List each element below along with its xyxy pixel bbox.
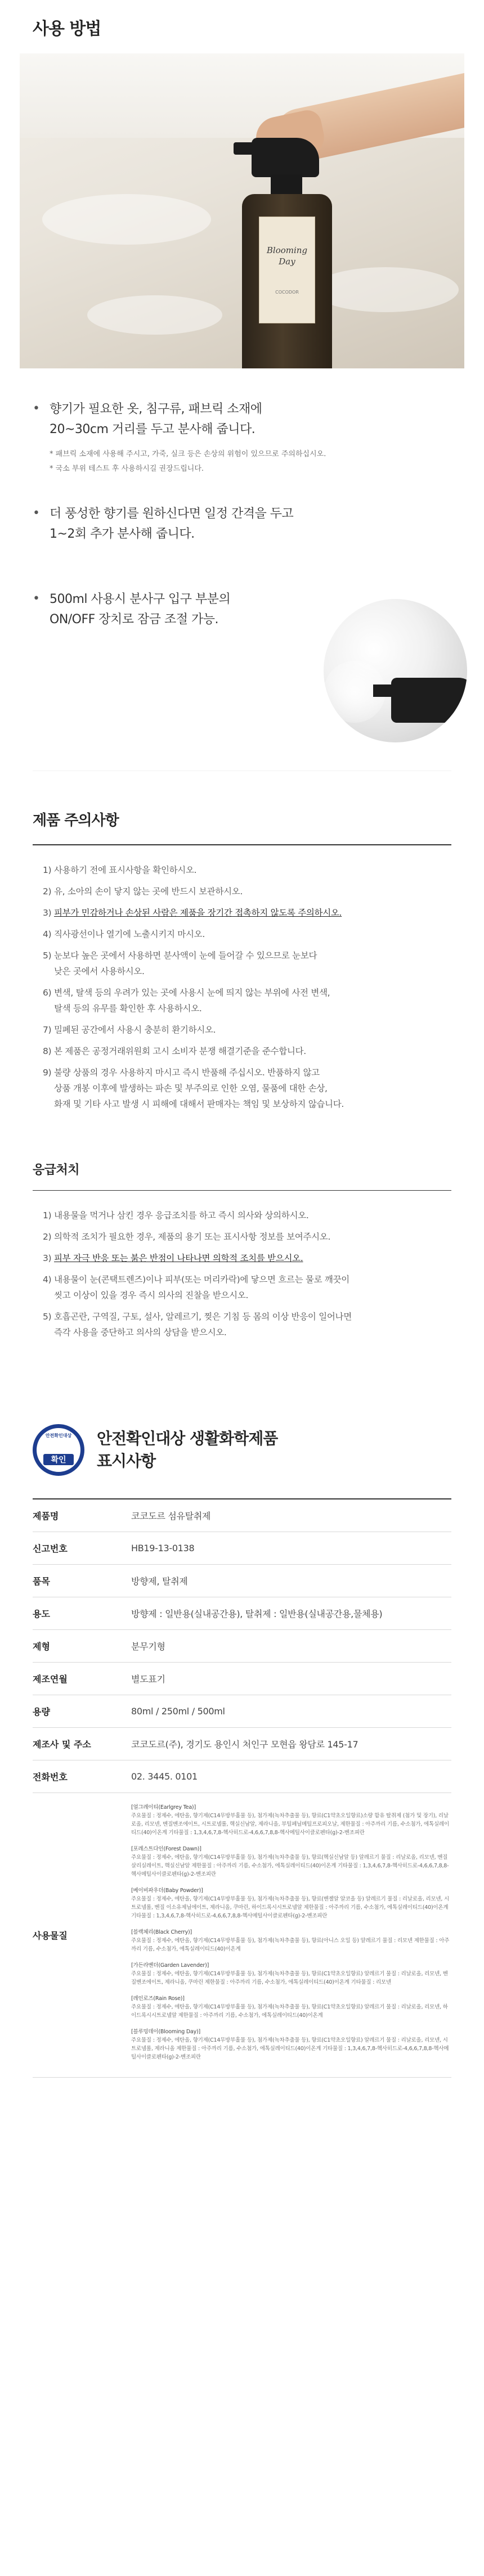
usage-item: • 더 풍성한 향기를 원하신다면 일정 간격을 두고 1~2회 추가 분사해 줍니다. [33, 506, 294, 541]
spec-row: 제조사 및 주소 코코도르(주), 경기도 용인시 처인구 모현읍 왕담로 145-17 [33, 1728, 451, 1760]
spec-row: 전화번호 02. 3445. 0101 [33, 1760, 451, 1793]
caution-item-highlight: 3) 피부가 민감하거나 손상된 사람은 제품을 장기간 접촉하지 않도록 주의하시오. [43, 908, 342, 918]
ingredients-list [131, 1793, 451, 2077]
spec-row: 신고번호 HB19-13-0138 [33, 1532, 451, 1565]
spec-row: 품목 방향제, 탈취제 [33, 1565, 451, 1597]
ingredient-block: [포레스트다인(Forest Dawn)] 주요물질 : 정제수, 에탄올, 향기제(C14무방부홀물 등), 첨가제(녹차추출물 등), 향료(헥실신남알 등) 알레르기 물질 : 리날로올, 리모넨, 벤질살리실레이트, 핵실신남알 제한물질 : 아주까리 기름, 수소첨가, 에톡실레이티드(40)이온계 기타물질 : 1,3,4,6,7,8-헥사히드로-4,6,6,7,8,8-헥사메틸사이클로펜타(g)-2-벤조피란 [131, 1846, 449, 1877]
caution-list [0, 845, 484, 1160]
spec-table [33, 1498, 451, 2078]
bottle-label-brand: COCODOR [275, 290, 299, 295]
usage-header [0, 0, 484, 53]
firstaid-item: 5) 호흡곤란, 구역질, 구토, 설사, 알레르기, 찢은 기침 등 몸의 이상 반응이 일어나면 즉각 사용을 중단하고 의사의 상담을 받으시오. [43, 1312, 352, 1337]
firstaid-title: 응급처치 [33, 1163, 80, 1177]
safety-label-header [0, 1424, 484, 1476]
safety-label-subtitle: 표시사항 [97, 1452, 156, 1470]
caution-title: 제품 주의사항 [33, 812, 119, 829]
ingredient-block: [블루밍데이(Blooming Day)] 주요물질 : 정제수, 에탄올, 향기제(C14무방부홀물 등), 첨가제(녹차추출물 등), 향료(C1약초오일향료) 알레르기 물질 : 리날로올, 리모넨, 시트로넬롤, 제라니올 제한물질 : 아주까리 기름, 수소첨가, 에톡실레이티드(40)이온계 기타물질 : 1,3,4,6,7,8-헥사히드로-4,6,6,7,8,8-헥사메틸사이클로펜타(g)-2-벤조피란 [131, 2029, 449, 2060]
usage-item: • 500ml 사용시 분사구 입구 부분의 ON/OFF 장치로 잠금 조절 가능. [33, 592, 231, 627]
bottle-label-name: Blooming Day [266, 245, 308, 267]
usage-list [0, 368, 484, 771]
spec-row: 제조연월 별도표기 [33, 1663, 451, 1695]
usage-item: • 향기가 필요한 옷, 침구류, 패브릭 소재에 20~30cm 거리를 두고 분사해 줍니다. * 패브릭 소재에 사용해 주시고, 가죽, 실크 등은 손상의 위험이 있으므로 주의하십시오. * 국소 부위 테스트 후 사용하시길 권장드립니다. [33, 402, 326, 473]
safety-label-title: 안전확인대상 생활화학제품 [97, 1429, 278, 1448]
ingredient-block: [베이비파우더(Baby Powder)] 주요물질 : 정제수, 에탄올, 향기제(C14무방부홀물 등), 첨가제(녹차추출물 등), 향료(벤젤알 알코올 등) 알레르기 물질 : 리날로올, 리모넨, 시트로넬롤, 벤질 이소유제닐에이트, 제라니올, 쿠마린, 하이드록시시트로넬알 제한물질 : 아주까리 기름, 수소첨가, 에톡실레이티드(40)이온계 기타물질 : 1,3,4,6,7,8-헥사히드로-4,6,6,7,8,8-헥사메틸사이클로펜타(g)-2-벤조피란 [131, 1888, 450, 1919]
caution-item: 2) 유, 소아의 손이 닿지 않는 곳에 반드시 보관하시오. [43, 886, 243, 897]
ingredient-block: [가든라벤더(Garden Lavender)] 주요물질 : 정제수, 에탄올, 향기제(C14무방부홀물 등), 첨가제(녹차추출물 등), 향료(C1약초오일향료) 알레르기 물질 : 리날로올, 리모넨, 벤질벤조에이트, 제라니올, 쿠마린 제한물질 : 아주까리 기름, 수소첨가, 에톡실레이티드(40)이온계 기타물질 : 리모넨 [131, 1962, 448, 1985]
caution-item: 6) 변색, 탈색 등의 우려가 있는 곳에 사용시 눈에 띄지 않는 부위에 사전 변색, 탈색 등의 유무를 확인한 후 사용하시오. [43, 988, 330, 1014]
firstaid-item: 1) 내용물을 먹거나 삼킨 경우 응급조치를 하고 즉시 의사와 상의하시오. [43, 1210, 309, 1221]
caution-item: 7) 밀폐된 공간에서 사용시 충분히 환기하시오. [43, 1025, 216, 1035]
caution-item: 8) 본 제품은 공정거래위원회 고시 소비자 분쟁 해결기준을 준수합니다. [43, 1046, 306, 1056]
usage-title: 사용 방법 [33, 19, 101, 39]
firstaid-item-highlight: 3) 피부 자극 반응 또는 붉은 반점이 나타나면 의학적 조치를 받으시오. [43, 1253, 303, 1263]
spec-row-ingredients: 사용물질 [얼그레이티(Earlgrey Tea)] 주요물질 : 정제수, 에탄올, 향기제(C14무방부홀물 등), 첨가제(녹차추출물 등), 향료(C1약초오일향료)소량 함유 탈취제 (첨가 및 장기), 리날로올, 리모넨, 벤질벤조에이트, 시트로넬롤, 핵실신남알, 제라니올, 부틸페닐메틸프로피오날, 제한물질 : 아주까리 기름, 수소첨가, 에톡실레이티드(40)이온계 기타물질 : 1,3,4,6,7,8-헥사히드로-4,6,6,7,8,8-헥사메틸사이클로펜타(g)-2-벤조피란 [포레스트다인(Forest Dawn)] 주요물질 : 정제수, 에탄올, 향기제(C14무방부홀물 등), 첨가제(녹차추출물 등), 향료(헥실신남알 등) 알레르기 물질 : 리날로올, 리모넨, 벤질살리실레이트, 핵실신남알 제한물질 : 아주까리 기름, 수소첨가, 에톡실레이티드(40)이온계 기타물질 : 1,3,4,6,7,8-헥사히드로-4,6,6,7,8,8-헥사메틸사이클로펜타(g)-2-벤조피란 [베이비파우더(Baby Powder)] 주요물질 : 정제수, 에탄올, 향기제(C14무방부홀물 등), 첨가제(녹차추출물 등), 향료(벤젤알 알코올 등) 알레르기 물질 : 리날로올, 리모넨, 시트로넬롤, 벤질 이소유제닐에이트, 제라니올, 쿠마린, 하이드록시시트로넬알 제한물질 : 아주까리 기름, 수소첨가, 에톡실레이티드(40)이온계 기타물질 : 1,3,4,6,7,8-헥사히드로-4,6,6,7,8,8-헥사메틸사이클로펜타(g)-2-벤조피란 [블랙체리(Black Cherry)] 주요물질 : 정제수, 에탄올, 향기제(C14무방부홀물 등), 첨가제(녹차추출물 등), 향료(아니스 오일 등) 알레르기 물질 : 리모넨 제한물질 : 아주까리 기름, 수소첨가, 에톡실레이티드(40)이온계 [가든라벤더(Garden Lavender)] 주요물질 : 정제수, 에탄올, 향기제(C14무방부홀물 등), 첨가제(녹차추출물 등), 향료(C1약초오일향료) 알레르기 물질 : 리날로올, 리모넨, 벤질벤조에이트, 제라니올, 쿠마린 제한물질 : 아주까리 기름, 수소첨가, 에톡실레이티드(40)이온계 기타물질 : 리모넨 [레인로즈(Rain Rose)] 주요물질 : 정제수, 에탄올, 향기제(C14무방부홀물 등), 첨가제(녹차추출물 등), 향료(C1약초오일향료) 알레르기 물질 : 리날로올, 리모넨, 하이드록시시트로넬알 제한물질 : 아주까리 기름, 수소첨가, 에톡실레이티드(40)이온계 [블루밍데이(Blooming Day)] 주요물질 : 정제수, 에탄올, 향기제(C14무방부홀물 등), 첨가제(녹차추출물 등), 향료(C1약초오일향료) 알레르기 물질 : 리날로올, 리모넨, 시트로넬롤, 제라니올 제한물질 : 아주까리 기름, 수소첨가, 에톡실레이티드(40)이온계 기타물질 : 1,3,4,6,7,8-헥사히드로-4,6,6,7,8,8-헥사메틸사이클로펜타(g)-2-벤조피란 [33, 1793, 451, 2078]
caution-item: 4) 직사광선이나 열기에 노출시키지 마시오. [43, 929, 205, 939]
caution-item: 5) 눈보다 높은 곳에서 사용하면 분사액이 눈에 들어갈 수 있으므로 눈보다 낮은 곳에서 사용하시오. [43, 951, 317, 976]
spec-row: 제품명 코코도르 섬유탈취제 [33, 1499, 451, 1532]
ingredient-block: [얼그레이티(Earlgrey Tea)] 주요물질 : 정제수, 에탄올, 향기제(C14무방부홀물 등), 첨가제(녹차추출물 등), 향료(C1약초오일향료)소량 함유 탈취제 (첨가 및 장기), 리날로올, 리모넨, 벤질벤조에이트, 시트로넬롤, 핵실신남알, 제라니올, 부틸페닐메틸프로피오날, 제한물질 : 아주까리 기름, 수소첨가, 에톡실레이티드(40)이온계 기타물질 : 1,3,4,6,7,8-헥사히드로-4,6,6,7,8,8-헥사메틸사이클로펜타(g)-2-벤조피란 [131, 1804, 449, 1836]
spray-trigger-image [252, 138, 319, 177]
firstaid-item: 4) 내용물이 눈(콘택트렌즈)이나 피부(또는 머리카락)에 닿으면 흐르는 물로 깨끗이 씻고 이상이 있을 경우 즉시 의사의 진찰을 받으시오. [43, 1275, 349, 1300]
safety-check-mark-icon: 안전확인대상 확인 [33, 1424, 84, 1476]
spray-nozzle-photo [324, 599, 467, 742]
spec-row: 용도 방향제 : 일반용(실내공간용), 탈취제 : 일반용(실내공간용,물체용) [33, 1597, 451, 1630]
spec-row: 용량 80ml / 250ml / 500ml [33, 1695, 451, 1728]
ingredient-block: [레인로즈(Rain Rose)] 주요물질 : 정제수, 에탄올, 향기제(C14무방부홀물 등), 첨가제(녹차추출물 등), 향료(C1약초오일향료) 알레르기 물질 : 리날로올, 리모넨, 하이드록시시트로넬알 제한물질 : 아주까리 기름, 수소첨가, 에톡실레이티드(40)이온계 [131, 1996, 448, 2019]
caution-item: 9) 불량 상품의 경우 사용하지 마시고 즉시 반품해 주십시오. 반품하지 않고 상품 개봉 이후에 발생하는 파손 및 부주의로 인한 오염, 물품에 대한 손상, 화재 및 기타 사고 발생 시 피해에 대해서 판매자는 책임 및 보상하지 않습니다. [43, 1068, 344, 1109]
firstaid-list [0, 1191, 484, 1424]
caution-header [0, 794, 484, 844]
ingredient-block: [블랙체리(Black Cherry)] 주요물질 : 정제수, 에탄올, 향기제(C14무방부홀물 등), 첨가제(녹차추출물 등), 향료(아니스 오일 등) 알레르기 물질 : 리모넨 제한물질 : 아주까리 기름, 수소첨가, 에톡실레이티드(40)이온계 [131, 1929, 450, 1952]
spec-row: 제형 분무기형 [33, 1630, 451, 1663]
caution-item: 1) 사용하기 전에 표시사항을 확인하시오. [43, 865, 197, 875]
bottle-label [259, 217, 315, 323]
firstaid-item: 2) 의학적 조치가 필요한 경우, 제품의 용기 또는 표시사항 정보를 보여주시오. [43, 1232, 331, 1242]
hero-photo [20, 53, 464, 368]
